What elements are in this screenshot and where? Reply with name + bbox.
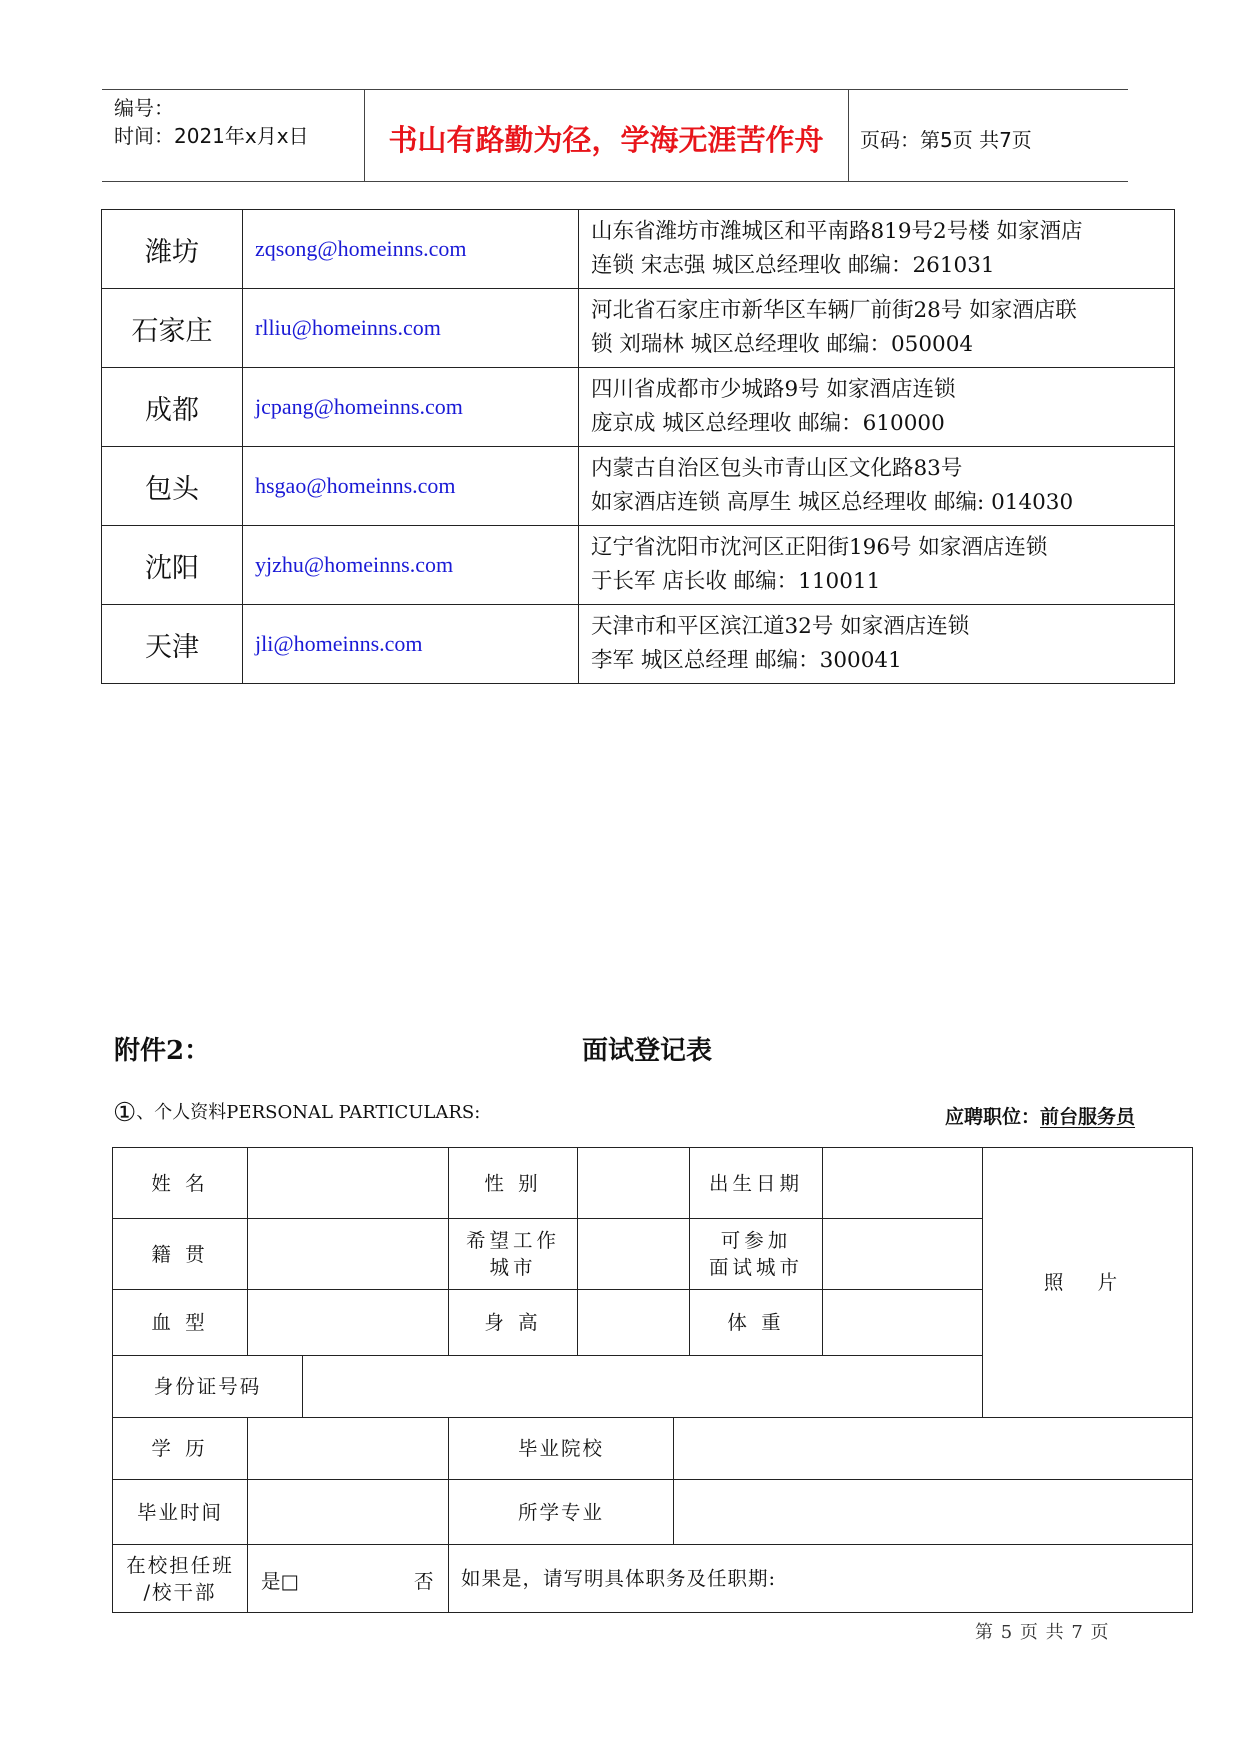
contact-address-line1: 天津市和平区滨江道32号 如家酒店连锁 (591, 614, 970, 639)
contact-address (579, 447, 1175, 526)
contact-address-line1: 河北省石家庄市新华区车辆厂前街28号 如家酒店联 (591, 298, 1077, 323)
contact-address-line2: 锁 刘瑞林 城区总经理收 邮编：050004 (591, 332, 974, 357)
contact-email-link[interactable]: zqsong@homeinns.com (243, 210, 579, 289)
education-field[interactable] (247, 1417, 449, 1480)
contact-city: 潍坊 (102, 210, 243, 289)
interview-city-text: 可参加 面试城市 (708, 1229, 803, 1279)
contact-row (102, 289, 1175, 368)
name-field[interactable] (247, 1147, 449, 1219)
name-label: 姓 名 (112, 1147, 248, 1219)
birth-field[interactable] (822, 1147, 983, 1219)
contact-address-line2: 李军 城区总经理 邮编：300041 (591, 648, 902, 673)
header-page-number: 页码：第5页 共7页 (860, 128, 1032, 152)
contact-address (579, 210, 1175, 289)
contact-city: 天津 (102, 605, 243, 684)
height-field[interactable] (577, 1289, 690, 1356)
contact-city: 成都 (102, 368, 243, 447)
contact-address (579, 526, 1175, 605)
weight-label: 体 重 (689, 1289, 823, 1356)
header-bottom-rule (102, 181, 1128, 182)
position-label: 应聘职位： (945, 1106, 1041, 1128)
contact-address (579, 605, 1175, 684)
contact-city: 包头 (102, 447, 243, 526)
header-number: 编号： (114, 96, 174, 120)
contact-row (102, 447, 1175, 526)
header-divider-right (848, 89, 849, 182)
section-label: 、个人资料PERSONAL PARTICULARS: (136, 1102, 481, 1123)
contact-row (102, 368, 1175, 447)
education-label: 学 历 (112, 1417, 248, 1480)
contact-address (579, 289, 1175, 368)
photo-box[interactable]: 照 片 (982, 1147, 1193, 1418)
blood-type-label: 血 型 (112, 1289, 248, 1356)
id-number-label: 身份证号码 (112, 1355, 303, 1418)
contact-email-link[interactable]: yjzhu@homeinns.com (243, 526, 579, 605)
header-motto: 书山有路勤为径，学海无涯苦作舟 (388, 123, 824, 157)
school-field[interactable] (673, 1417, 1193, 1480)
contact-row (102, 210, 1175, 289)
wish-city-label (448, 1218, 578, 1290)
contact-address-line2: 庞京成 城区总经理收 邮编：610000 (591, 411, 945, 436)
major-field[interactable] (673, 1479, 1193, 1545)
cadre-text: 在校担任班 /校干部 (126, 1553, 234, 1604)
header-date: 时间：2021年x月x日 (114, 124, 309, 148)
position-value: 前台服务员 (1040, 1106, 1136, 1128)
school-label: 毕业院校 (448, 1417, 674, 1480)
contact-table (101, 209, 1175, 684)
graduation-time-field[interactable] (247, 1479, 449, 1545)
contact-address-line2: 连锁 宋志强 城区总经理收 邮编：261031 (591, 253, 995, 278)
cadre-yes-checkbox[interactable]: 是□ (261, 1570, 299, 1593)
height-label: 身 高 (448, 1289, 578, 1356)
form-title: 面试登记表 (582, 1036, 713, 1066)
section-number: ① (113, 1098, 137, 1128)
native-place-label: 籍 贯 (112, 1218, 248, 1290)
contact-address-line1: 内蒙古自治区包头市青山区文化路83号 (591, 456, 963, 481)
contact-address-line2: 如家酒店连锁 高厚生 城区总经理收 邮编: 014030 (591, 490, 1074, 515)
contact-address-line1: 山东省潍坊市潍城区和平南路819号2号楼 如家酒店 (591, 219, 1083, 244)
cadre-detail-field[interactable]: 如果是，请写明具体职务及任职期: (448, 1544, 1193, 1613)
wish-city-field[interactable] (577, 1218, 690, 1290)
contact-address-line1: 辽宁省沈阳市沈河区正阳街196号 如家酒店连锁 (591, 535, 1048, 560)
contact-email-link[interactable]: hsgao@homeinns.com (243, 447, 579, 526)
applied-position (945, 1102, 1135, 1129)
contact-address (579, 368, 1175, 447)
gender-field[interactable] (577, 1147, 690, 1219)
contact-address-line1: 四川省成都市少城路9号 如家酒店连锁 (591, 377, 956, 402)
attachment-label: 附件2： (114, 1036, 211, 1066)
cadre-label (112, 1544, 248, 1613)
interview-city-field[interactable] (822, 1218, 983, 1290)
weight-field[interactable] (822, 1289, 983, 1356)
contact-email-link[interactable]: jcpang@homeinns.com (243, 368, 579, 447)
native-place-field[interactable] (247, 1218, 449, 1290)
contact-city: 沈阳 (102, 526, 243, 605)
wish-city-text: 希望工作 城市 (465, 1229, 560, 1279)
page-footer: 第 5 页 共 7 页 (975, 1622, 1110, 1643)
contact-row (102, 605, 1175, 684)
header-top-rule (102, 89, 1128, 90)
major-label: 所学专业 (448, 1479, 674, 1545)
contact-city: 石家庄 (102, 289, 243, 368)
contact-email-link[interactable]: jli@homeinns.com (243, 605, 579, 684)
contact-row (102, 526, 1175, 605)
blood-type-field[interactable] (247, 1289, 449, 1356)
cadre-no-option[interactable]: 否 (414, 1570, 434, 1593)
id-number-field[interactable] (302, 1355, 983, 1418)
gender-label: 性 别 (448, 1147, 578, 1219)
section-title (113, 1098, 480, 1128)
contact-email-link[interactable]: rlliu@homeinns.com (243, 289, 579, 368)
birth-label: 出生日期 (689, 1147, 823, 1219)
interview-city-label (689, 1218, 823, 1290)
graduation-time-label: 毕业时间 (112, 1479, 248, 1545)
contact-address-line2: 于长军 店长收 邮编：110011 (591, 569, 881, 594)
